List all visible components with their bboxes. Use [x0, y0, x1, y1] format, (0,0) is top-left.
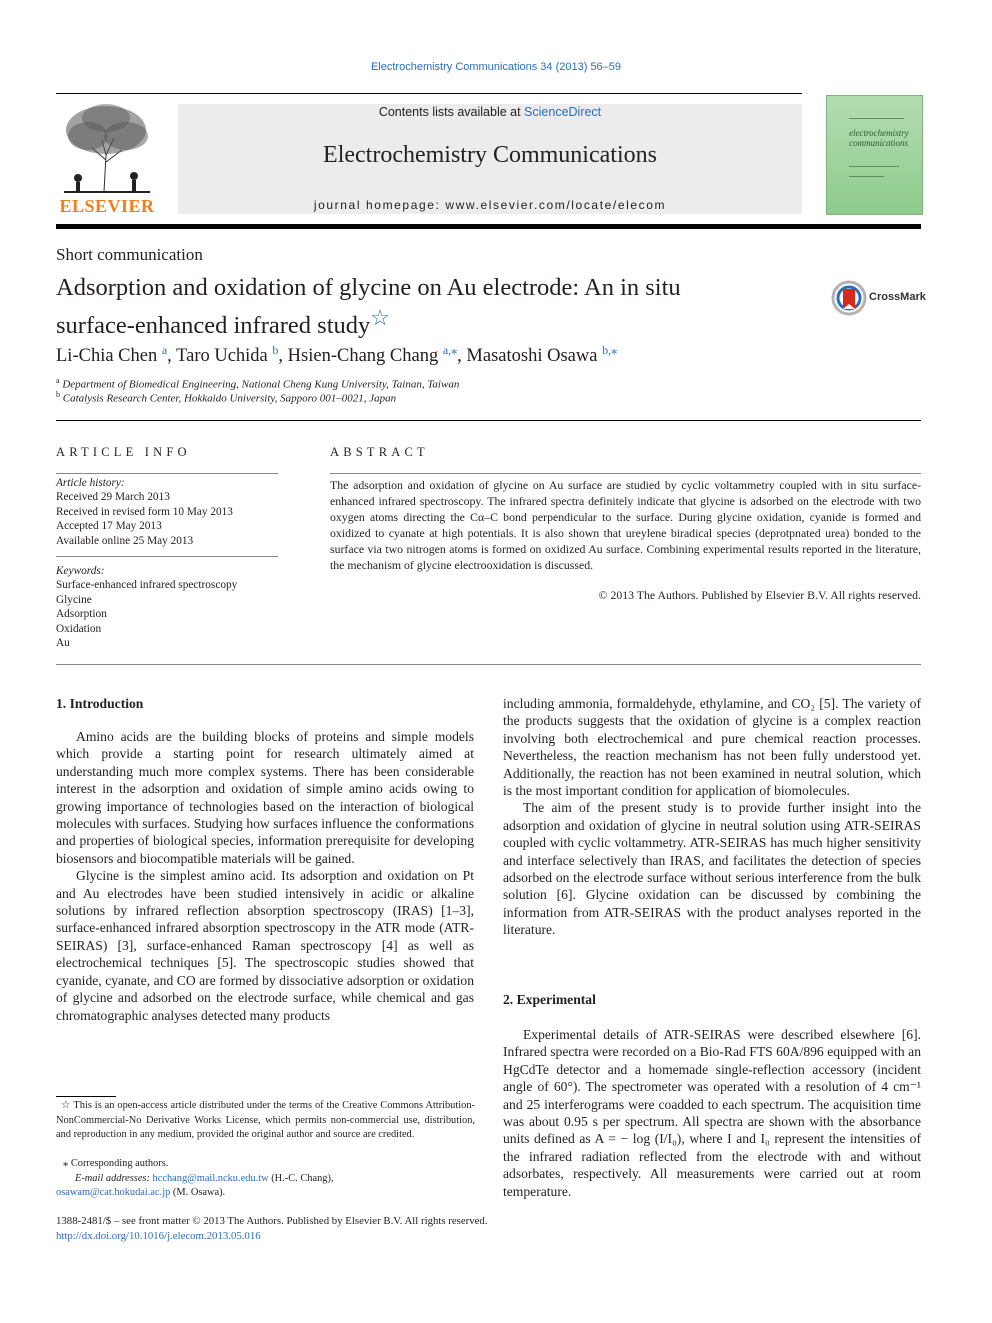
contents-line: Contents lists available at ScienceDirect — [378, 105, 602, 119]
author: Taro Uchida — [176, 346, 268, 367]
article-info-heading: ARTICLE INFO — [56, 445, 191, 459]
intro-paragraph-4: The aim of the present study is to provide further insight into the adsorption and oxidation of glycine in neutral solution using ATR-SEIRAS coupled with cyclic voltammetry. ATR-SEIRAS has much higher sensitivity and interface selectively than IRAS, and facilitates the detection of species adsorbed on the electrode surface without serious interference from the bulk solution [6]. Glycine oxidation can be discussed by combining the information from ATR-SEIRAS with the product analyses reported in the literature. — [503, 800, 921, 938]
crossmark-badge[interactable] — [831, 281, 926, 315]
intro-paragraph-2: Glycine is the simplest amino acid. Its adsorption and oxidation on Pt and Au electrodes have been studied intensively in acidic or alkaline solutions by infrared reflection absorption spectroscopy (IRAS) [1–3], surface-enhanced infrared absorption spectroscopy in the ATR mode (ATR-SEIRAS) [3], surface-enhanced Raman spectroscopy [4] as well as electrochemical techniques [5]. The spectroscopic studies showed that cyanide, cyanate, and CO are formed by dissociative adsorption or oxidation of glycine and adsorbed on the electrode surface, while chemical and gas chromatographic analyses detected many products — [56, 868, 474, 1023]
header-rule — [56, 93, 802, 94]
corresponding-footnote: ⁎ Corresponding authors. E-mail addresses: hcchang@mail.ncku.edu.tw (H.-C. Chang), osawam@cat.hokudai.ac.jp (M. Osawa). — [56, 1158, 334, 1198]
section-heading-experimental: 2. Experimental — [503, 992, 596, 1007]
author: Hsien-Chang Chang — [287, 346, 439, 367]
author-list: Li-Chia Chen $^a$, Taro Uchida $^b$, Hsien-Chang Chang $^{a,⁎}$, Masatoshi Osawa $^{b,⁎}$ — [56, 343, 618, 367]
author-affiliation-link[interactable]: a — [161, 343, 168, 357]
title-footnote-star[interactable]: ☆ — [370, 305, 390, 330]
abstract-bottom-rule — [56, 664, 921, 665]
keyword: Glycine — [56, 593, 92, 606]
email-link-chang[interactable]: hcchang@mail.ncku.edu.tw — [152, 1172, 269, 1184]
abstract-text: The adsorption and oxidation of glycine on Au surface are studied by cyclic voltammetry coupled with in situ surface-enhanced infrared spectroscopy. The infrared spectra definitely indicate that glycine is adsorbed on the electrode with two oxygen atoms directing the Cα–C bond perpendicular to the surface. During glycine oxidation, cyanide is formed and oxidized to cyanate at high potentials. It is also shown that ureylene biradical species (deprotpnated urea) bonded to the surface via two nitrogen atoms is formed on oxidized Au surface. Combining experimental results reported in the literature, the mechanism of glycine electrooxidation is discussed. — [330, 478, 921, 572]
section-heading-introduction: 1. Introduction — [56, 696, 144, 711]
footnote-rule — [56, 1096, 116, 1097]
abstract-heading: ABSTRACT — [330, 445, 429, 459]
keywords: Keywords: Surface-enhanced infrared spectroscopy Glycine Adsorption Oxidation Au — [56, 565, 238, 650]
author-affiliation-link[interactable]: a,⁎ — [442, 343, 458, 357]
journal-citation[interactable]: Electrochemistry Communications 34 (2013) 56–59 — [370, 61, 622, 73]
footnote-star: ☆ — [61, 1100, 71, 1111]
affiliation-b: $^b$ Catalysis Research Center, Hokkaido University, Sapporo 001–0021, Japan — [56, 390, 397, 405]
cover-rule — [849, 118, 904, 119]
right-column — [503, 695, 921, 1199]
author: Masatoshi Osawa — [466, 346, 598, 367]
journal-banner — [178, 104, 802, 214]
keyword: Au — [56, 637, 70, 650]
journal-cover-thumbnail[interactable] — [826, 95, 923, 215]
footnote-asterisk: ⁎ — [63, 1158, 69, 1169]
author-affiliation-link[interactable]: b — [272, 343, 279, 357]
article-type: Short communication — [56, 245, 203, 264]
open-access-footnote: ☆ This is an open-access article distributed under the terms of the Creative Commons Attribution-NonCommercial-No Derivative Works License, which permits non-commercial use, distribution, and reproduction in any medium, provided the original author and source are credited. — [56, 1100, 475, 1140]
issn-line: 1388-2481/$ – see front matter © 2013 The Authors. Published by Elsevier B.V. All rights reserved. — [56, 1215, 488, 1227]
article-title: Adsorption and oxidation of glycine on Au electrode: An in situ surface-enhanced infrared study☆ — [56, 274, 681, 339]
author-affiliation-link[interactable]: b,⁎ — [602, 343, 618, 357]
keyword: Adsorption — [56, 608, 107, 621]
sciencedirect-link[interactable]: ScienceDirect — [524, 105, 602, 119]
article-info-rule — [56, 473, 278, 474]
crossmark-label: CrossMark — [869, 291, 926, 303]
intro-paragraph-3: including ammonia, formaldehyde, ethylamine, and CO₂ [5]. The variety of the products suggests that the oxidation of glycine is a complex reaction involving both electrochemical and pure chemical reaction processes. Nevertheless, the reaction mechanism has not been fully understood yet. Additionally, the reaction has not been examined in neutral solution, which is the most important condition for application of biomolecules. — [503, 696, 921, 799]
author: Li-Chia Chen — [56, 346, 158, 367]
cover-rule — [849, 166, 899, 167]
publisher-name: ELSEVIER — [59, 196, 155, 216]
abstract-copyright: © 2013 The Authors. Published by Elsevier B.V. All rights reserved. — [598, 588, 921, 602]
cover-rule — [849, 176, 884, 177]
experimental-paragraph-1: Experimental details of ATR-SEIRAS were described elsewhere [6]. Infrared spectra were recorded on a Bio-Rad FTS 60A/896 equipped with an HgCdTe detector and a homemade single-reflection accessory (incident angle of 60°). The spectrometer was operated with a resolution of 4 cm⁻¹ and 25 interferograms were coadded to each spectrum. The acquisition time was about 0.95 s per spectrum. All spectra are shown with the absorbance units defined as A = − log (I/I₀), where I and I₀ represent the intensities of the infrared radiation reflected from the electrode with and without adsorbates, respectively. All measurements were carried out at room temperature. — [503, 1027, 921, 1199]
doi-link[interactable]: http://dx.doi.org/10.1016/j.elecom.2013.05.016 — [56, 1230, 261, 1242]
journal-homepage[interactable]: journal homepage: www.elsevier.com/locate/elecom — [313, 198, 667, 212]
journal-title: Electrochemistry Communications — [323, 142, 657, 168]
elsevier-tree-icon — [56, 100, 158, 195]
elsevier-logo — [56, 100, 158, 215]
keywords-rule — [56, 556, 278, 557]
affiliation-a: $^a$ Department of Biomedical Engineering, National Cheng Kung University, Tainan, Taiwan — [56, 376, 460, 391]
abstract-rule — [330, 473, 921, 474]
crossmark-icon — [831, 280, 867, 316]
affiliation-rule — [56, 420, 921, 421]
keyword: Surface-enhanced infrared spectroscopy — [56, 579, 238, 592]
cover-title: electrochemistry communications — [849, 128, 909, 148]
header-thick-rule — [56, 224, 921, 229]
email-link-osawa[interactable]: osawam@cat.hokudai.ac.jp — [56, 1187, 171, 1198]
article-history: Article history: Received 29 March 2013 Received in revised form 10 May 2013 Accepted 17 May 2013 Available online 25 May 2013 — [56, 477, 233, 547]
intro-paragraph-1: Amino acids are the building blocks of proteins and simple models which provide a starting point for research ultimately aimed at understanding much more complex systems. There has been considerable interest in the adsorption and oxidation of simple amino acids owing to growing importance of technologies based on the interaction of biological molecules with surfaces. Studying how surfaces influence the conformations and properties of biological species, information prerequisite for developing biosensors and biocompatible materials will be gained. — [56, 729, 474, 866]
keyword: Oxidation — [56, 622, 102, 635]
